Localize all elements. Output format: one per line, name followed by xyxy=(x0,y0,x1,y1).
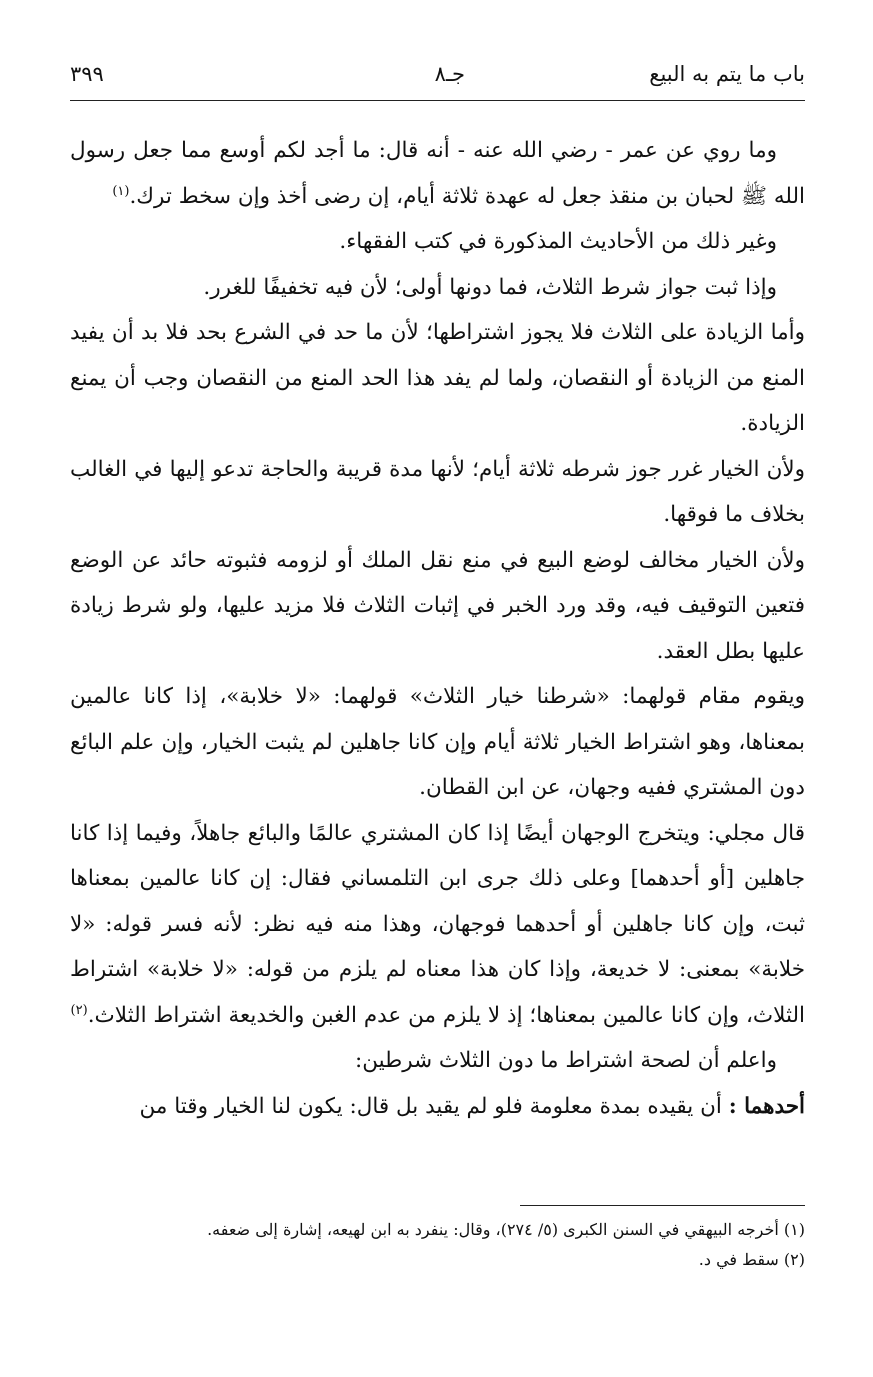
paragraph-5: ولأن الخيار غرر جوز شرطه ثلاثة أيام؛ لأنها مدة قريبة والحاجة تدعو إليها في الغالب بخلاف ما فوقها. xyxy=(70,456,805,527)
page-number: ٣٩٩ xyxy=(70,62,104,86)
paragraph-8: قال مجلي: ويتخرج الوجهان أيضًا إذا كان المشتري عالمًا والبائع جاهلاً، وفيما إذا كانا جاهلين [أو أحدهما] وعلى ذلك جرى ابن التلمساني فقال: إن كانا عالمين بمعناها ثبت، وإن كانا جاهلين أو أحدهما فوجهان، وهذا منه فيه نظر: لأنه فسر قوله: «لا خلابة» بمعنى: لا خديعة، وإذا كان هذا معناه لم يلزم من قوله: «لا خلابة» اشتراط الثلاث، وإن كانا عالمين بمعناها؛ إذ لا يلزم من عدم الغبن والخديعة اشتراط الثلاث.$^{(٢)}$ xyxy=(70,820,805,1028)
first-condition-label: أحدهما : xyxy=(728,1093,805,1119)
paragraph-6: ولأن الخيار مخالف لوضع البيع في منع نقل الملك أو لزومه فثبوته حائد عن الوضع فتعين التوقيف فيه، وقد ورد الخبر في إثبات الثلاث فلا مزيد عليها، ولو شرط زيادة عليها بطل العقد. xyxy=(70,547,805,664)
paragraph-9: واعلم أن لصحة اشتراط ما دون الثلاث شرطين: xyxy=(355,1048,777,1073)
volume-number: جـ٨ xyxy=(434,62,465,86)
paragraph-10: أحدهما : أن يقيده بمدة معلومة فلو لم يقيد بل قال: يكون لنا الخيار وقتا من xyxy=(139,1093,805,1119)
footnote-ref-2: (٢) xyxy=(70,1002,88,1018)
footnote-ref-1: (١) xyxy=(112,183,130,199)
paragraph-4: وأما الزيادة على الثلاث فلا يجوز اشتراطها؛ لأن ما حد في الشرع بحد فلا بد أن يفيد المنع من الزيادة أو النقصان، ولما لم يفد هذا الحد المنع من النقصان وجب أن يمنع الزيادة. xyxy=(70,320,805,436)
running-header xyxy=(70,58,805,98)
paragraph-7: ويقوم مقام قولهما: «شرطنا خيار الثلاث» قولهما: «لا خلابة»، إذا كانا عالمين بمعناها، وهو اشتراط الخيار ثلاثة أيام وإن كانا جاهلين لم يثبت الخيار، وإن علم البائع دون المشتري ففيه وجهان، عن ابن القطان. xyxy=(70,684,805,800)
chapter-title: باب ما يتم به البيع xyxy=(649,62,805,86)
main-text xyxy=(70,128,805,1129)
footnote-divider xyxy=(520,1205,805,1206)
paragraph-1: وما روي عن عمر - رضي الله عنه - أنه قال: ما أجد لكم أوسع مما جعل رسول الله ﷺ لحبان بن منقذ جعل له عهدة ثلاثة أيام، إن رضى أخذ وإن سخط ترك.$^{(١)}$ xyxy=(70,138,805,209)
paragraph-3: وإذا ثبت جواز شرط الثلاث، فما دونها أولى؛ لأن فيه تخفيفًا للغرر. xyxy=(203,274,777,300)
footnote-2: (٢) سقط في د. xyxy=(698,1250,805,1269)
paragraph-2: وغير ذلك من الأحاديث المذكورة في كتب الفقهاء. xyxy=(339,229,777,254)
header-divider xyxy=(70,100,805,101)
footnotes xyxy=(70,1215,805,1275)
footnote-1: (١) أخرجه البيهقي في السنن الكبرى (٥/ ٢٧٤)، وقال: ينفرد به ابن لهيعه، إشارة إلى ضعفه. xyxy=(207,1220,805,1239)
